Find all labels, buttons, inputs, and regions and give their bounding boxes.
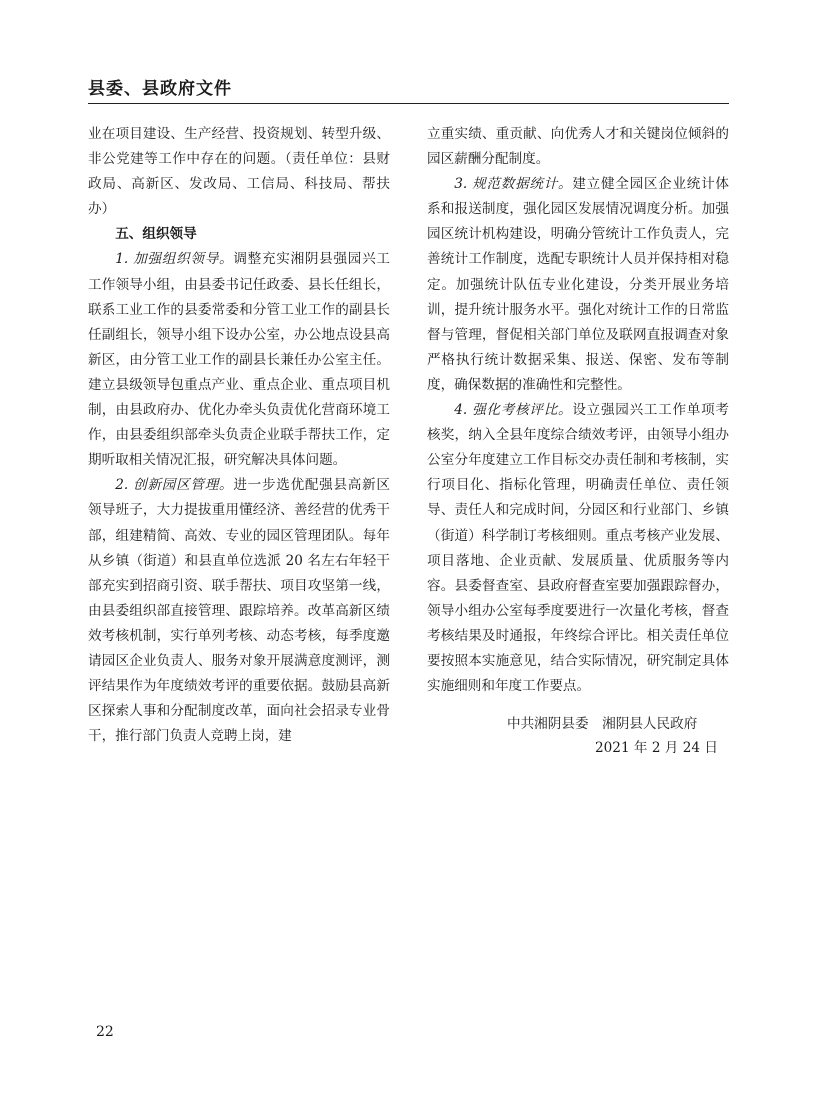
paragraph-1-text: 调整充实湘阴县强园兴工工作领导小组，由县委书记任政委、县长任组长，联系工业工作的县委常委和分管工业工作的副县长任副组长，领导小组下设办公室，办公地点设县高新区，由分管工业工作的副县长兼任办公室主任。建立县级领导包重点产业、重点企业、重点项目机制，由县政府办、优化办牵头负责优化营商环境工作，由县委组织部牵头负责企业联手帮扶工作，定期听取相关情况汇报，研究解决具体问题。: [88, 251, 391, 469]
paragraph-2-label: 2. 创新园区管理。: [115, 477, 234, 494]
section-heading: 五、组织领导: [115, 226, 197, 243]
paragraph-1: [88, 247, 390, 473]
signature-date: 2021 年 2 月 24 日: [595, 740, 718, 756]
header-title: 县委、县政府文件: [88, 79, 232, 99]
paragraph-continued: 立重实绩、重贡献、向优秀人才和关键岗位倾斜的园区薪酬分配制度。: [427, 126, 729, 168]
right-column: [427, 122, 729, 699]
signature-block: [427, 712, 729, 760]
paragraph-3-text: 建立健全园区企业统计体系和报送制度，强化园区发展情况调度分析。加强园区统计机构建设，明确分管统计工作负责人，完善统计工作制度，选配专职统计人员并保持相对稳定。加强统计队伍专业化建设，分类开展业务培训，提升统计服务水平。强化对统计工作的日常监督与管理，督促相关部门单位及联网直报调查对象严格执行统计数据采集、报送、保密、发布等制度，确保数据的准确性和完整性。: [427, 176, 730, 393]
page-number: 22: [96, 1024, 114, 1040]
paragraph-3-label: 3. 规范数据统计。: [454, 176, 573, 193]
paragraph-2: [88, 473, 390, 749]
header-divider: [88, 103, 729, 104]
paragraph-3: [427, 172, 729, 398]
paragraph-4: [427, 398, 729, 699]
signature-orgs: 中共湘阴县委 湘阴县人民政府: [507, 716, 698, 732]
paragraph-continued: 业在项目建设、生产经营、投资规划、转型升级、非公党建等工作中存在的问题。（责任单位：县财政局、高新区、发改局、工信局、科技局、帮扶办）: [88, 126, 390, 218]
paragraph-2-text: 进一步选优配强县高新区领导班子，大力提拔重用懂经济、善经营的优秀干部，组建精简、高效、专业的园区管理团队。每年从乡镇（街道）和县直单位选派 20 名左右年轻干部充实到招商引资、联手帮扶、项目攻坚第一线，由县委组织部直接管理、跟踪培养。改革高新区绩效考核机制，实行单列考核、动态考核，每季度邀请园区企业负责人、服务对象开展满意度测评，测评结果作为年度绩效考评的重要依据。鼓励县高新区探索人事和分配制度改革，面向社会招录专业骨干，推行部门负责人竞聘上岗，建: [88, 477, 391, 745]
running-header: [88, 78, 728, 100]
left-column: [88, 122, 390, 749]
paragraph-4-label: 4. 强化考核评比。: [454, 402, 573, 419]
paragraph-4-text: 设立强园兴工工作单项考核奖，纳入全县年度综合绩效考评，由领导小组办公室分年度建立工作目标交办责任制和考核制，实行项目化、指标化管理，明确责任单位、责任领导、责任人和完成时间，分园区和行业部门、乡镇（街道）科学制订考核细则。重点考核产业发展、项目落地、企业贡献、发展质量、优质服务等内容。县委督查室、县政府督查室要加强跟踪督办，领导小组办公室每季度要进行一次量化考核，督查考核结果及时通报，年终综合评比。相关责任单位要按照本实施意见，结合实际情况，研究制定具体实施细则和年度工作要点。: [427, 402, 730, 695]
paragraph-1-label: 1. 加强组织领导。: [115, 251, 234, 268]
